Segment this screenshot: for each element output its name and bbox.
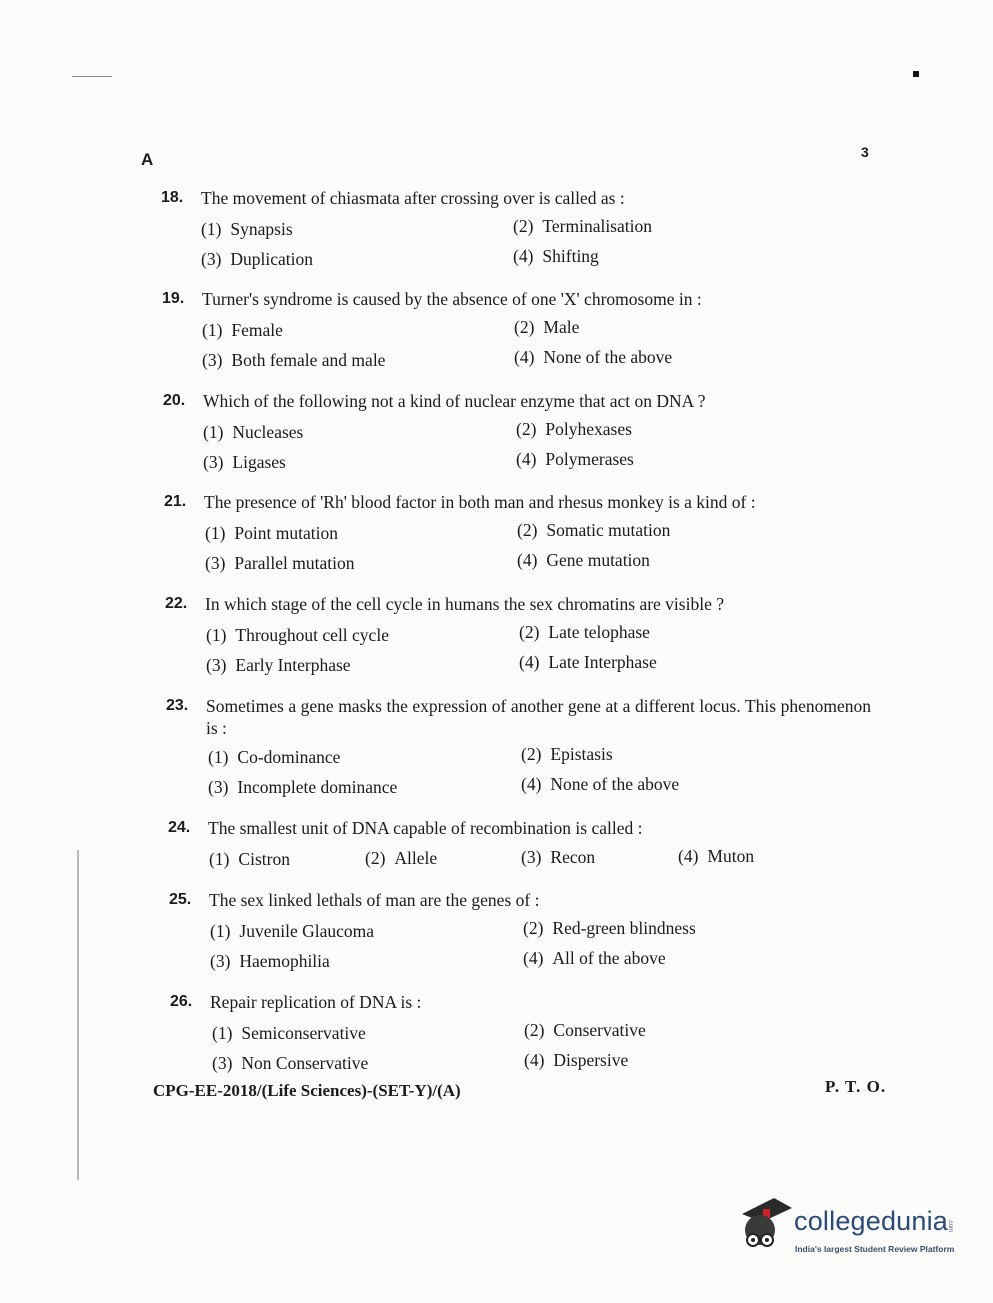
question-number: 25. <box>169 891 192 908</box>
pto-label: P. T. O. <box>825 1077 887 1096</box>
mascot-icon <box>736 1196 794 1260</box>
question-text: In which stage of the cell cycle in humans the sex chromatins are visible ? <box>205 594 724 614</box>
logo-tagline: India's largest Student Review Platform <box>795 1244 955 1254</box>
set-letter: A <box>141 150 154 169</box>
option-4: (4) None of the above <box>514 347 673 367</box>
question-text: The movement of chiasmata after crossing over is called as : <box>201 188 625 208</box>
option-4: (4) Muton <box>678 846 755 866</box>
option-4: (4) Gene mutation <box>517 550 650 570</box>
option-2: (2) Allele <box>365 848 438 868</box>
option-4: (4) All of the above <box>523 948 666 968</box>
question-text: The smallest unit of DNA capable of recombination is called : <box>208 818 643 838</box>
question-text: Repair replication of DNA is : <box>210 992 422 1012</box>
question-text: The presence of 'Rh' blood factor in both man and rhesus monkey is a kind of : <box>204 492 756 512</box>
scan-mark <box>72 76 112 77</box>
option-4: (4) Late Interphase <box>519 652 657 672</box>
option-2: (2) Epistasis <box>521 744 613 764</box>
option-3: (3) Duplication <box>201 249 314 269</box>
logo-brand: collegedunia <box>794 1206 949 1236</box>
option-1: (1) Semiconservative <box>212 1023 366 1043</box>
option-2: (2) Red-green blindness <box>523 918 696 938</box>
scan-mark <box>913 71 919 77</box>
option-3: (3) Recon <box>521 847 596 867</box>
option-3: (3) Ligases <box>203 452 286 472</box>
option-3: (3) Both female and male <box>202 350 386 370</box>
option-3: (3) Non Conservative <box>212 1053 369 1073</box>
option-1: (1) Co-dominance <box>208 747 341 767</box>
option-2: (2) Male <box>514 317 580 337</box>
option-1: (1) Cistron <box>209 849 290 869</box>
page-number: 3 <box>861 144 869 160</box>
option-3: (3) Parallel mutation <box>205 553 355 573</box>
option-2: (2) Conservative <box>524 1020 646 1040</box>
question-text: The sex linked lethals of man are the genes of : <box>209 890 540 910</box>
option-1: (1) Juvenile Glaucoma <box>210 921 375 941</box>
option-2: (2) Somatic mutation <box>517 520 671 540</box>
option-2: (2) Polyhexases <box>516 419 632 439</box>
question-number: 26. <box>170 993 193 1010</box>
option-1: (1) Synapsis <box>201 219 293 239</box>
scan-edge-line <box>77 850 79 1180</box>
option-4: (4) Polymerases <box>516 449 634 469</box>
option-1: (1) Nucleases <box>203 422 304 442</box>
question-number: 19. <box>162 290 185 307</box>
question-number: 21. <box>164 493 187 510</box>
question-text: Turner's syndrome is caused by the absence of one 'X' chromosome in : <box>202 289 702 309</box>
option-4: (4) Shifting <box>513 246 599 266</box>
question-number: 20. <box>163 392 186 409</box>
logo-suffix: .com <box>947 1219 953 1233</box>
option-2: (2) Late telophase <box>519 622 650 642</box>
question-text: Sometimes a gene masks the expression of another gene at a different locus. This phenomenon is : <box>206 696 871 738</box>
option-3: (3) Early Interphase <box>206 655 351 675</box>
paper-code: CPG-EE-2018/(Life Sciences)-(SET-Y)/(A) <box>153 1081 461 1100</box>
option-3: (3) Haemophilia <box>210 951 330 971</box>
question-number: 22. <box>165 595 188 612</box>
option-3: (3) Incomplete dominance <box>208 777 398 797</box>
option-1: (1) Female <box>202 320 283 340</box>
option-4: (4) None of the above <box>521 774 680 794</box>
question-number: 23. <box>166 697 189 714</box>
option-4: (4) Dispersive <box>524 1050 629 1070</box>
option-1: (1) Point mutation <box>205 523 338 543</box>
question-number: 18. <box>161 189 184 206</box>
option-1: (1) Throughout cell cycle <box>206 625 389 645</box>
collegedunia-logo <box>736 1196 966 1260</box>
question-text: Which of the following not a kind of nuclear enzyme that act on DNA ? <box>203 391 706 411</box>
question-number: 24. <box>168 819 191 836</box>
option-2: (2) Terminalisation <box>513 216 652 236</box>
